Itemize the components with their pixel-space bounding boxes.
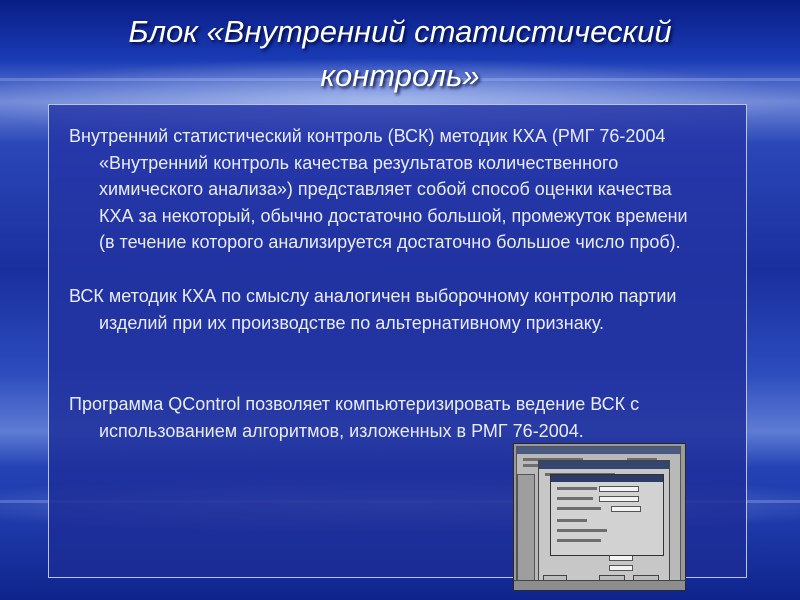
window-titlebar [539, 461, 669, 469]
paragraph-vsk-analogy: ВСК методик КХА по смыслу аналогичен выборочному контролю партии изделий при их производстве по альтернативному признаку. [69, 286, 677, 333]
side-panel [517, 474, 535, 582]
title-line-1: Блок «Внутренний статистический [128, 14, 672, 49]
text-field [599, 486, 639, 492]
text-line [557, 519, 587, 522]
text-line [557, 507, 601, 510]
text-field [599, 496, 639, 502]
text-field [609, 565, 633, 571]
window-titlebar [551, 475, 663, 482]
paragraph-vsk-definition: Внутренний статистический контроль (ВСК) методик КХА (РМГ 76-2004 «Внутренний контроль качества результатов количественного химического анализа») представляет собой способ оценки качества КХА за некоторый, обычно достаточно большой, промежуток времени (в течение которого анализируется достаточно большое число проб). [69, 126, 688, 252]
taskbar [514, 580, 685, 590]
text-line [557, 529, 607, 532]
text-field [611, 506, 641, 512]
slide-title [60, 10, 740, 98]
text-line [557, 487, 597, 490]
text-line [557, 539, 601, 542]
window-titlebar [517, 447, 680, 454]
inner-dialog [550, 474, 664, 556]
title-line-2: контроль» [320, 58, 480, 93]
paragraph-qcontrol: Программа QControl позволяет компьютеризировать ведение ВСК с использованием алгоритмов, изложенных в РМГ 76-2004. [69, 394, 640, 441]
text-line [557, 497, 593, 500]
software-screenshot-image [513, 443, 686, 591]
